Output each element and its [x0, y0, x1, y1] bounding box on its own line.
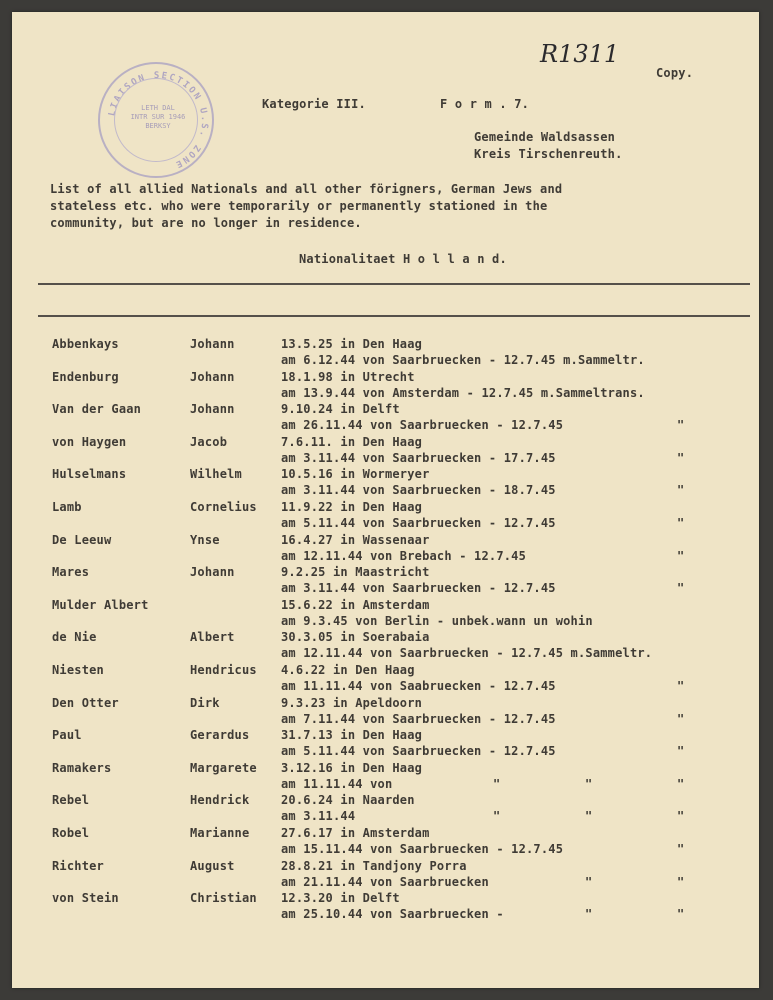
entry-movement-line: am 3.11.44 von Saarbruecken - 18.7.45	[281, 483, 556, 498]
entry-name: Hulselmans	[52, 467, 127, 482]
entry-ditto-mark: "	[585, 874, 593, 889]
entry-ditto-mark: "	[493, 776, 501, 791]
form-label: F o r m . 7.	[440, 97, 530, 111]
intro-line-1: List of all allied Nationals and all other förigners, German Jews and	[50, 182, 563, 196]
list-item	[0, 435, 773, 471]
entry-name: Mares	[52, 565, 90, 580]
entry-first-name: Hendrick	[190, 793, 250, 808]
entry-first-name: Wilhelm	[190, 467, 242, 482]
entry-ditto-mark: "	[677, 874, 685, 889]
entry-first-name: Albert	[190, 630, 235, 645]
list-item	[0, 402, 773, 438]
entry-movement-line: am 5.11.44 von Saarbruecken - 12.7.45	[281, 516, 556, 530]
list-item	[0, 370, 773, 406]
entry-first-name: Marianne	[190, 826, 250, 840]
entry-first-name: Hendricus	[190, 663, 257, 677]
entry-birth-line: 31.7.13 in Den Haag	[281, 728, 423, 743]
entry-name: Mulder Albert	[52, 597, 149, 612]
entry-birth-line: 9.3.23 in Apeldoorn	[281, 695, 423, 710]
entry-movement-line: am 5.11.44 von Saarbruecken - 12.7.45	[281, 744, 556, 759]
list-item	[0, 337, 773, 373]
list-item	[0, 663, 773, 699]
entry-first-name: August	[190, 858, 235, 873]
entry-name: Paul	[52, 728, 82, 743]
entry-name: von Stein	[52, 891, 119, 906]
entry-movement-line: am 3.11.44 von Saarbruecken - 17.7.45	[281, 450, 556, 465]
entry-name: Richter	[52, 858, 104, 873]
entry-first-name: Christian	[190, 891, 257, 906]
liaison-stamp	[98, 62, 214, 178]
entry-ditto-mark: "	[677, 450, 685, 465]
entry-ditto-mark: "	[677, 744, 685, 759]
entry-name: Van der Gaan	[52, 402, 142, 417]
entry-name: Lamb	[52, 500, 82, 514]
entry-first-name: Johann	[190, 402, 235, 417]
entry-ditto-mark: "	[677, 516, 685, 530]
entry-ditto-mark: "	[585, 907, 593, 922]
entry-birth-line: 30.3.05 in Soerabaia	[281, 630, 430, 645]
list-item	[0, 826, 773, 862]
entry-birth-line: 12.3.20 in Delft	[281, 891, 400, 906]
entry-movement-line: am 9.3.45 von Berlin - unbek.wann un wohin	[281, 613, 593, 628]
entry-first-name: Dirk	[190, 695, 220, 710]
entry-birth-line: 10.5.16 in Wormeryer	[281, 467, 430, 482]
entry-name: von Haygen	[52, 434, 127, 449]
entry-movement-line: am 6.12.44 von Saarbruecken - 12.7.45 m.Sammeltr.	[281, 353, 645, 367]
entry-ditto-mark: "	[677, 776, 685, 791]
entry-movement-line: am 3.11.44 von Saarbruecken - 12.7.45	[281, 581, 556, 596]
list-item	[0, 533, 773, 569]
entry-ditto-mark: "	[677, 679, 685, 693]
entry-movement-line: am 12.11.44 von Brebach - 12.7.45	[281, 548, 527, 563]
entry-name: Den Otter	[52, 695, 119, 710]
entry-first-name: Johann	[190, 369, 235, 384]
entry-birth-line: 15.6.22 in Amsterdam	[281, 597, 430, 612]
entry-movement-line: am 21.11.44 von Saarbruecken	[281, 874, 489, 889]
entry-birth-line: 9.2.25 in Maastricht	[281, 565, 430, 580]
entry-birth-line: 4.6.22 in Den Haag	[281, 663, 415, 677]
entry-first-name: Ynse	[190, 532, 220, 547]
kategorie-label: Kategorie III.	[262, 97, 366, 111]
entry-movement-line: am 11.11.44 von	[281, 776, 393, 791]
entry-ditto-mark: "	[493, 809, 501, 824]
entry-first-name: Gerardus	[190, 728, 250, 743]
entry-name: Endenburg	[52, 369, 119, 384]
entry-name: de Nie	[52, 630, 97, 645]
divider-top	[38, 283, 750, 285]
entry-name: Abbenkays	[52, 337, 119, 351]
entry-ditto-mark: "	[677, 483, 685, 498]
nationality-label: Nationalitaet H o l l a n d.	[299, 252, 507, 266]
divider-bottom	[38, 315, 750, 317]
entry-movement-line: am 12.11.44 von Saarbruecken - 12.7.45 m.Sammeltr.	[281, 646, 653, 661]
list-item	[0, 630, 773, 666]
entry-first-name: Johann	[190, 337, 235, 351]
stamp-center-text: LETH DAL INTR SUR 1946 BERKSY	[130, 104, 186, 130]
entry-birth-line: 13.5.25 in Den Haag	[281, 337, 423, 351]
list-item	[0, 467, 773, 503]
entry-ditto-mark: "	[677, 548, 685, 563]
entry-name: Ramakers	[52, 760, 112, 775]
entry-movement-line: am 13.9.44 von Amsterdam - 12.7.45 m.Sammeltrans.	[281, 385, 645, 400]
list-item	[0, 696, 773, 732]
entry-name: Niesten	[52, 663, 104, 677]
entry-name: Rebel	[52, 793, 90, 808]
entry-birth-line: 18.1.98 in Utrecht	[281, 369, 415, 384]
list-item	[0, 500, 773, 536]
list-item	[0, 565, 773, 601]
gemeinde-label: Gemeinde Waldsassen	[474, 130, 616, 144]
entry-ditto-mark: "	[677, 842, 685, 856]
entry-movement-line: am 15.11.44 von Saarbruecken - 12.7.45	[281, 842, 564, 856]
list-item	[0, 793, 773, 829]
entry-first-name: Margarete	[190, 760, 257, 775]
list-item	[0, 728, 773, 764]
entry-birth-line: 20.6.24 in Naarden	[281, 793, 415, 808]
entry-birth-line: 28.8.21 in Tandjony Porra	[281, 858, 467, 873]
entry-name: De Leeuw	[52, 532, 112, 547]
list-item	[0, 598, 773, 634]
entry-ditto-mark: "	[677, 418, 685, 433]
entry-birth-line: 7.6.11. in Den Haag	[281, 434, 423, 449]
stamp-ring-label: LIAISON SECTION U.S. ZONE	[107, 70, 210, 170]
entry-birth-line: 16.4.27 in Wassenaar	[281, 532, 430, 547]
entry-ditto-mark: "	[677, 809, 685, 824]
entry-movement-line: am 3.11.44	[281, 809, 356, 824]
entry-birth-line: 3.12.16 in Den Haag	[281, 760, 423, 775]
entry-movement-line: am 26.11.44 von Saarbruecken - 12.7.45	[281, 418, 564, 433]
entry-birth-line: 11.9.22 in Den Haag	[281, 500, 423, 514]
intro-line-2: stateless etc. who were temporarily or permanently stationed in the	[50, 199, 548, 213]
entry-first-name: Johann	[190, 565, 235, 580]
entry-movement-line: am 25.10.44 von Saarbruecken -	[281, 907, 504, 922]
entry-first-name: Cornelius	[190, 500, 257, 514]
entry-ditto-mark: "	[585, 776, 593, 791]
entry-birth-line: 9.10.24 in Delft	[281, 402, 400, 417]
entry-ditto-mark: "	[585, 809, 593, 824]
handwritten-reference: R1311	[540, 40, 620, 68]
entry-first-name: Jacob	[190, 434, 228, 449]
entry-ditto-mark: "	[677, 711, 685, 726]
kreis-label: Kreis Tirschenreuth.	[474, 147, 623, 161]
entry-ditto-mark: "	[677, 581, 685, 596]
entry-movement-line: am 7.11.44 von Saarbruecken - 12.7.45	[281, 711, 556, 726]
entry-name: Robel	[52, 826, 90, 840]
list-item	[0, 859, 773, 895]
entry-ditto-mark: "	[677, 907, 685, 922]
copy-label: Copy.	[656, 66, 694, 80]
list-item	[0, 891, 773, 927]
intro-line-3: community, but are no longer in residence.	[50, 216, 362, 230]
entry-birth-line: 27.6.17 in Amsterdam	[281, 826, 430, 840]
list-item	[0, 761, 773, 797]
entry-movement-line: am 11.11.44 von Saabruecken - 12.7.45	[281, 679, 556, 693]
